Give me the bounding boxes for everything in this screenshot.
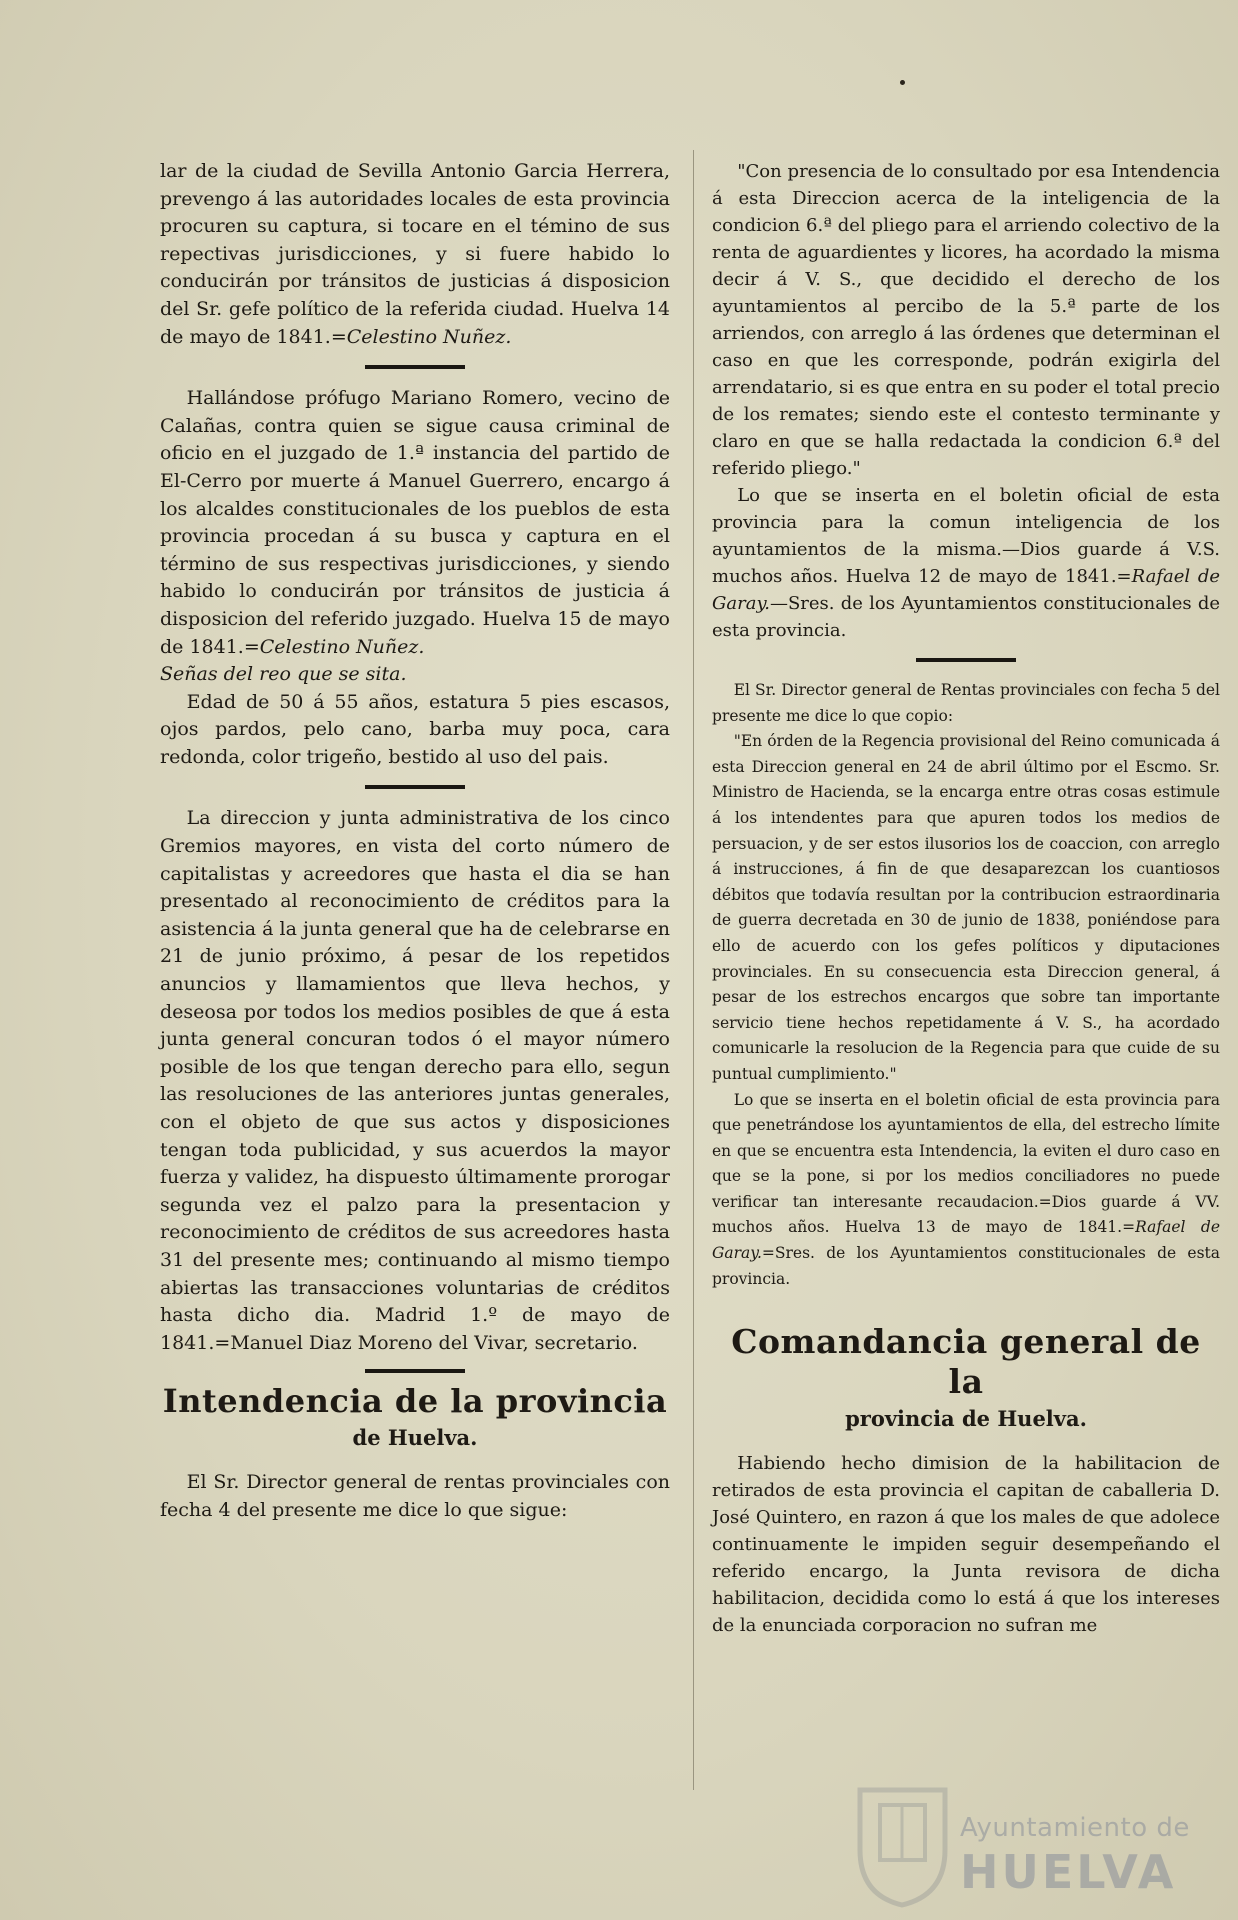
divider — [365, 365, 465, 369]
signature: Rafael de Garay. — [712, 566, 1220, 614]
suspect-description: Edad de 50 á 55 años, estatura 5 pies escasos, ojos pardos, pelo cano, barba muy poca, cara redonda, color trigeño, bestido al uso del pais. — [160, 690, 670, 768]
consultation-text: "Con presencia de lo consultado por esa Intendencia á esta Direccion acerca de la inteligencia de la condicion 6.ª del pliego para el arriendo colectivo de la renta de aguardientes y licores, ha acordado la misma decir á V. S., que decidido el derecho de los ayuntamientos al percibo de la 5.ª parte de los arriendos, con arreglo á las órdenes que determinan el caso en que les corresponde, podrán exigirla del arrendatario, si es que entra en su poder el total precio de los remates; siendo este el contesto terminante y claro en que se halla redactada la condicion 6.ª del referido pliego." — [712, 161, 1220, 479]
paragraph-text: Lo que se inserta en el boletin oficial de esta provincia para la comun inteligencia de los ayuntamientos de la misma.—Dios guarde á V.S. muchos años. Huelva 12 de mayo de 1841.= — [712, 485, 1220, 587]
regencia-notice-block — [712, 678, 1220, 1292]
section-subtitle: de Huelva. — [352, 1425, 478, 1451]
director-rentas-notice: El Sr. Director general de Rentas provinciales con fecha 5 del presente me dice lo que copio: — [712, 681, 1220, 725]
arrest-notice-sevilla — [160, 158, 670, 351]
city-seal-icon — [850, 1780, 955, 1910]
signature: Celestino Nuñez. — [259, 635, 425, 658]
watermark-line1: Ayuntamiento de — [960, 1813, 1190, 1843]
section-subtitle: provincia de Huelva. — [845, 1406, 1087, 1432]
divider — [916, 658, 1016, 662]
divider — [365, 1369, 465, 1373]
paragraph-text: lar de la ciudad de Sevilla Antonio Garcia Herrera, prevengo á las autoridades locales de esta provincia procuren su captura, si tocare en el témino de sus repectivas jurisdicciones, y si fuere habido lo conducirán por tránsitos de justicias á disposicion del Sr. gefe político de la referida ciudad. Huelva 14 de mayo de 1841.= — [160, 160, 670, 348]
paragraph-text: —Sres. de los Ayuntamientos constitucionales de esta provincia. — [712, 593, 1220, 641]
paragraph-text: =Sres. de los Ayuntamientos constitucionales de esta provincia. — [712, 1244, 1220, 1288]
section-title-comandancia: Comandancia general de la — [731, 1322, 1201, 1402]
director-notice: El Sr. Director general de rentas provinciales con fecha 4 del presente me dice lo que sigue: — [160, 1471, 670, 1521]
divider — [365, 785, 465, 789]
ink-mark — [900, 80, 905, 85]
gremios-notice: La direccion y junta administrativa de los cinco Gremios mayores, en vista del corto número de capitalistas y acreedores que hasta el dia se han presentado al reconocimiento de créditos para la asistencia á la junta general que ha de celebrarse en 21 de junio próximo, á pesar de los repetidos anuncios y llamamientos que lleva hechos, y deseosa por todos los medios posibles de que á esta junta general concuran todos ó el mayor número posible de los que tengan derecho para ello, segun las resoluciones de las anteriores juntas generales, con el objeto de que sus actos y disposiciones tengan toda publicidad, y sus acuerdos la mayor fuerza y validez, ha dispuesto últimamente prorogar segunda vez el palzo para la presentacion y reconocimiento de créditos de sus acreedores hasta 31 del presente mes; continuando al mismo tiempo abiertas las transacciones voluntarias de créditos hasta dicho dia. Madrid 1.º de mayo de 1841.=Manuel Diaz Moreno del Vivar, secretario. — [160, 807, 670, 1354]
insertion-notice — [712, 482, 1220, 644]
signature: Rafael de Garay. — [712, 1218, 1221, 1263]
column-separator — [693, 150, 694, 1790]
watermark-line2: HUELVA — [960, 1845, 1177, 1899]
signature: Celestino Nuñez. — [346, 325, 512, 348]
section-title-intendencia: Intendencia de la provincia — [162, 1382, 668, 1421]
regencia-order: "En órden de la Regencia provisional del Reino comunicada á esta Direccion general en 24 de abril último por el Escmo. Sr. Ministro de Hacienda, se la encarga entre otras cosas estimule á los intendentes para que apuren todos los medios de persuacion, y de ser estos ilusorios los de coaccion, con arreglo á instrucciones, á fin de que desaparezcan los cuantiosos débitos que todavía resultan por la contribucion estraordinaria de guerra decretada en 30 de junio de 1838, poniéndose para ello de acuerdo con los gefes políticos y diputaciones provinciales. En su consecuencia esta Direccion general, á pesar de los estrechos encargos que sobre tan importante servicio tiene hechos repetidamente á V. S., ha acordado comunicarle la resolucion de la Regencia para que cuide de su puntual cumplimiento." — [712, 732, 1220, 1083]
left-column — [160, 158, 670, 1525]
habilitacion-notice: Habiendo hecho dimision de la habilitacion de retirados de esta provincia el capitan de caballeria D. José Quintero, en razon á que los males de que adolece continuamente le impiden seguir desempeñando el referido encargo, la Junta revisora de dicha habilitacion, decidida como lo está á que los intereses de la enunciada corporacion no sufran me — [712, 1453, 1220, 1637]
description-heading: Señas del reo que se sita. — [160, 663, 407, 686]
paragraph-text: Lo que se inserta en el boletin oficial de esta provincia para que penetrándose los ayuntamientos de ella, del estrecho límite en que se encuentra esta Intendencia, la eviten el duro caso en que se la pone, si por los medios conciliadores no puede verificar tan interesante recaudacion.=Dios guarde á VV. muchos años. Huelva 13 de mayo de 1841.= — [712, 1090, 1220, 1237]
insertion-notice-2 — [712, 1088, 1220, 1293]
arrest-notice-romero — [160, 385, 670, 661]
paragraph-text: Hallándose prófugo Mariano Romero, vecino de Calañas, contra quien se sigue causa criminal de oficio en el juzgado de 1.ª instancia del partido de El-Cerro por muerte á Manuel Guerrero, encargo á los alcaldes constitucionales de los pueblos de esta provincia procedan á su busca y captura en el término de sus respectivas jurisdicciones, y siendo habido lo conducirán por tránsitos de justicia á disposicion del referido juzgado. Huelva 15 de mayo de 1841.= — [160, 387, 670, 658]
spacer — [712, 1292, 1220, 1304]
right-column — [712, 158, 1220, 1639]
